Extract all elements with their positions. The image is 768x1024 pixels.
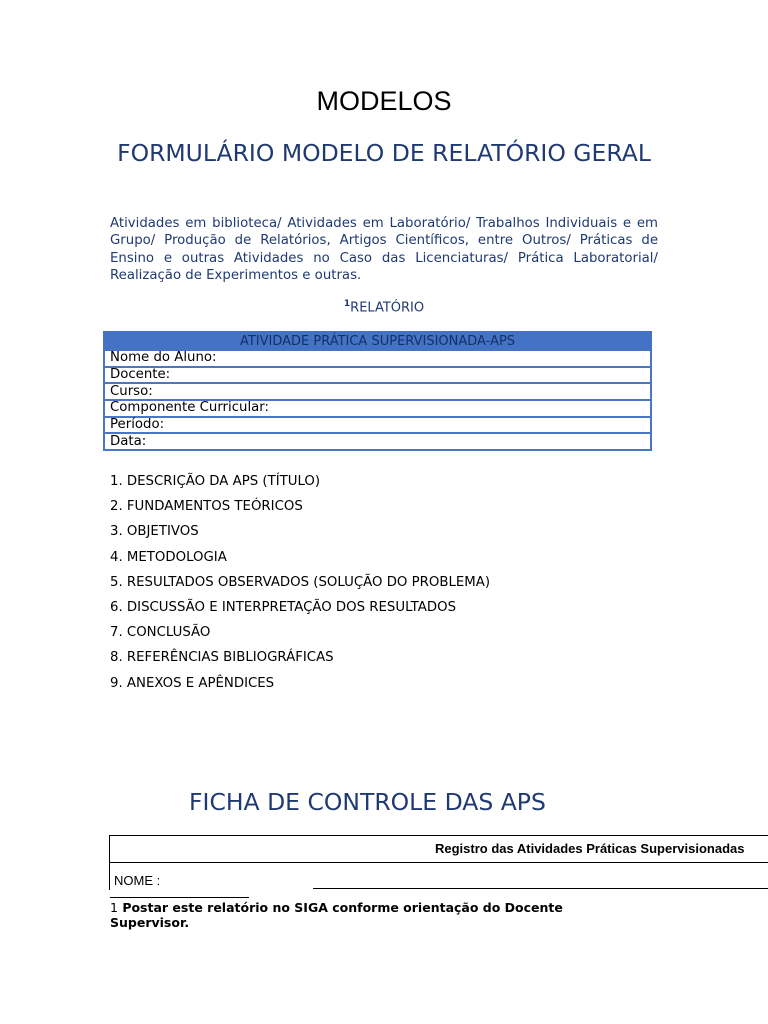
control-title: FICHA DE CONTROLE DAS APS: [189, 788, 546, 816]
footnote-separator: [110, 897, 249, 898]
page-heading: MODELOS: [316, 86, 452, 116]
aps-table-header: ATIVIDADE PRÁTICA SUPERVISIONADA-APS: [104, 332, 651, 350]
list-item: 2. FUNDAMENTOS TEÓRICOS: [110, 499, 303, 515]
sections-list: [110, 474, 490, 701]
table-row-componente[interactable]: Componente Curricular:: [104, 400, 651, 417]
aps-info-table: [103, 331, 652, 451]
table-row-periodo[interactable]: Período:: [104, 417, 651, 434]
list-item: 7. CONCLUSÃO: [110, 625, 211, 641]
footnote-marker: 1: [343, 299, 351, 309]
form-title: FORMULÁRIO MODELO DE RELATÓRIO GERAL: [117, 139, 651, 167]
intro-paragraph: Atividades em biblioteca/ Atividades em Laboratório/ Trabalhos Individuais e em Grupo/ Produção de Relatórios, Artigos Científicos, entre Outros/ Práticas de Ensino e outras Atividades no Caso das Licenciaturas/ Prática Laboratorial/ Realização de Experimentos e outras.: [110, 216, 658, 283]
list-item: 5. RESULTADOS OBSERVADOS (SOLUÇÃO DO PROBLEMA): [110, 574, 491, 590]
table-row-data[interactable]: Data:: [104, 433, 651, 450]
list-item: 1. DESCRIÇÃO DA APS (TÍTULO): [110, 474, 321, 489]
footnote-number: 1: [110, 900, 118, 915]
control-table-header-text: Registro das Atividades Práticas Supervisionadas: [435, 841, 745, 856]
table-row-docente[interactable]: Docente:: [104, 367, 651, 384]
footnote-text: Postar este relatório no SIGA conforme orientação do Docente Supervisor.: [110, 900, 563, 930]
report-label: [0, 299, 768, 315]
footnote: [110, 900, 590, 930]
list-item: 3. OBJETIVOS: [110, 524, 199, 540]
table-row-curso[interactable]: Curso:: [104, 383, 651, 400]
nome-label: NOME :: [114, 873, 161, 888]
nome-field[interactable]: [313, 888, 768, 889]
list-item: 4. METODOLOGIA: [110, 549, 227, 565]
list-item: 8. REFERÊNCIAS BIBLIOGRÁFICAS: [110, 650, 334, 666]
list-item: 9. ANEXOS E APÊNDICES: [110, 675, 275, 691]
report-label-text: RELATÓRIO: [350, 300, 425, 316]
control-table-header: [110, 836, 768, 863]
control-table: [109, 835, 768, 890]
table-row-nome-aluno[interactable]: Nome do Aluno:: [104, 350, 651, 367]
list-item: 6. DISCUSSÃO E INTERPRETAÇÃO DOS RESULTADOS: [110, 599, 457, 615]
